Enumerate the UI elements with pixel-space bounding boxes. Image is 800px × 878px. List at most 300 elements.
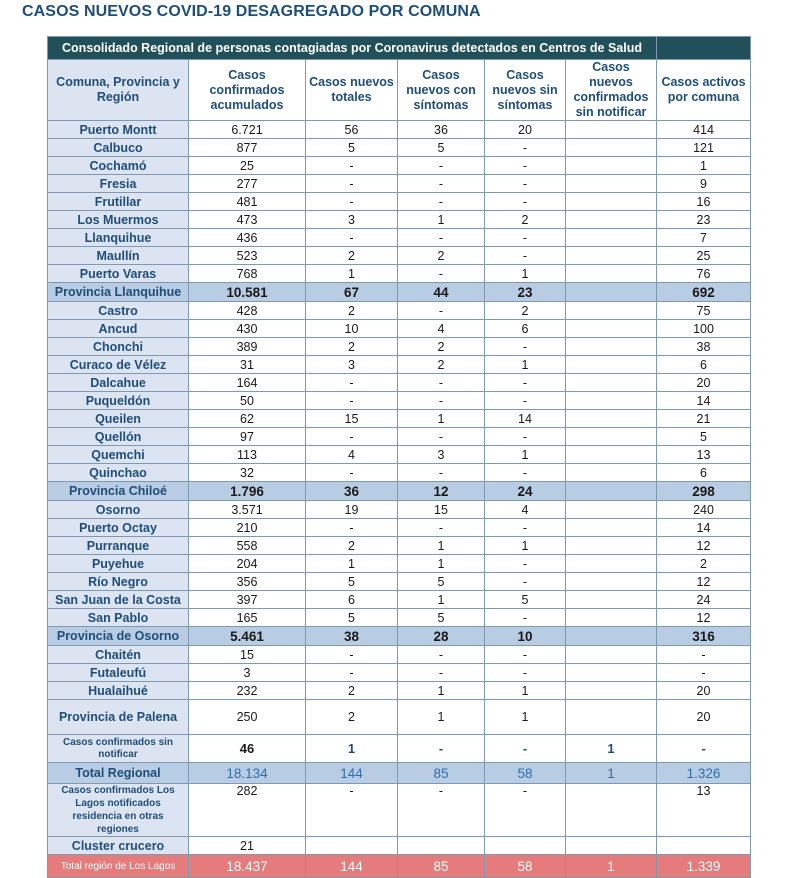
new-unnotified-cell [566, 428, 657, 446]
table-row [48, 763, 751, 784]
active-cell: 20 [657, 374, 751, 392]
active-cell: 14 [657, 519, 751, 537]
accumulated-cell: 232 [189, 682, 306, 700]
active-cell: - [657, 646, 751, 664]
new-asymptomatic-cell: 2 [485, 302, 566, 320]
active-cell: 7 [657, 229, 751, 247]
table-row [48, 283, 751, 302]
new-unnotified-cell [566, 410, 657, 428]
new-symptomatic-cell: 2 [398, 338, 485, 356]
new-symptomatic-cell: - [398, 229, 485, 247]
new-asymptomatic-cell: 1 [485, 700, 566, 735]
new-total-cell: 3 [306, 211, 398, 229]
table-row [48, 265, 751, 283]
accumulated-cell: 282 [189, 784, 306, 837]
active-cell: 76 [657, 265, 751, 283]
new-symptomatic-cell: 28 [398, 627, 485, 646]
new-unnotified-cell [566, 392, 657, 410]
new-total-cell: - [306, 392, 398, 410]
row-label: Puerto Varas [48, 265, 189, 283]
new-asymptomatic-cell: - [485, 735, 566, 763]
table-row [48, 573, 751, 591]
active-cell: 692 [657, 283, 751, 302]
row-label: Curaco de Vélez [48, 356, 189, 374]
new-symptomatic-cell: - [398, 428, 485, 446]
new-total-cell: 1 [306, 265, 398, 283]
accumulated-cell: 164 [189, 374, 306, 392]
new-symptomatic-cell: 85 [398, 855, 485, 878]
new-unnotified-cell [566, 501, 657, 519]
new-total-cell: 2 [306, 700, 398, 735]
row-label: Purranque [48, 537, 189, 555]
new-asymptomatic-cell: 1 [485, 265, 566, 283]
new-total-cell: 19 [306, 501, 398, 519]
new-asymptomatic-cell: 4 [485, 501, 566, 519]
accumulated-cell: 210 [189, 519, 306, 537]
table-row [48, 537, 751, 555]
active-cell: 6 [657, 464, 751, 482]
accumulated-cell: 50 [189, 392, 306, 410]
new-total-cell: - [306, 784, 398, 837]
new-total-cell: 2 [306, 537, 398, 555]
row-label: Castro [48, 302, 189, 320]
new-asymptomatic-cell: - [485, 784, 566, 837]
new-symptomatic-cell: 1 [398, 410, 485, 428]
new-total-cell: 1 [306, 555, 398, 573]
active-cell: 1.326 [657, 763, 751, 784]
new-unnotified-cell [566, 374, 657, 392]
active-cell: 12 [657, 573, 751, 591]
active-cell: 38 [657, 338, 751, 356]
row-label: Chonchi [48, 338, 189, 356]
new-total-cell: - [306, 193, 398, 211]
new-asymptomatic-cell: 23 [485, 283, 566, 302]
new-symptomatic-cell: 5 [398, 573, 485, 591]
row-label: Casos confirmados Los Lagos notificados residencia en otras regiones [48, 784, 189, 837]
accumulated-cell: 113 [189, 446, 306, 464]
header-new-symptomatic: Casos nuevos con síntomas [398, 60, 485, 121]
new-asymptomatic-cell: - [485, 392, 566, 410]
accumulated-cell: 46 [189, 735, 306, 763]
active-cell: 316 [657, 627, 751, 646]
row-label: Maullín [48, 247, 189, 265]
new-asymptomatic-cell: 1 [485, 446, 566, 464]
new-unnotified-cell [566, 573, 657, 591]
new-symptomatic-cell: 36 [398, 121, 485, 139]
new-unnotified-cell [566, 784, 657, 837]
table-row [48, 664, 751, 682]
accumulated-cell: 428 [189, 302, 306, 320]
accumulated-cell: 523 [189, 247, 306, 265]
new-asymptomatic-cell: - [485, 157, 566, 175]
accumulated-cell: 25 [189, 157, 306, 175]
new-total-cell: - [306, 519, 398, 537]
new-unnotified-cell [566, 682, 657, 700]
row-label: San Juan de la Costa [48, 591, 189, 609]
new-unnotified-cell [566, 265, 657, 283]
accumulated-cell: 558 [189, 537, 306, 555]
row-label: Fresia [48, 175, 189, 193]
header-new-total: Casos nuevos totales [306, 60, 398, 121]
covid-cases-table [47, 36, 751, 878]
active-cell: 12 [657, 537, 751, 555]
new-asymptomatic-cell: 58 [485, 855, 566, 878]
accumulated-cell: 397 [189, 591, 306, 609]
row-label: Quellón [48, 428, 189, 446]
new-unnotified-cell [566, 175, 657, 193]
header-new-asymptomatic: Casos nuevos sin síntomas [485, 60, 566, 121]
table-row [48, 338, 751, 356]
new-unnotified-cell: 1 [566, 763, 657, 784]
row-label: Ancud [48, 320, 189, 338]
new-asymptomatic-cell: - [485, 664, 566, 682]
new-asymptomatic-cell: - [485, 428, 566, 446]
active-cell: 6 [657, 356, 751, 374]
row-label: Puerto Montt [48, 121, 189, 139]
row-label: Puerto Octay [48, 519, 189, 537]
row-label: Provincia de Palena [48, 700, 189, 735]
accumulated-cell: 1.796 [189, 482, 306, 501]
table-row [48, 446, 751, 464]
new-symptomatic-cell: 3 [398, 446, 485, 464]
new-symptomatic-cell: - [398, 664, 485, 682]
new-unnotified-cell [566, 193, 657, 211]
active-cell: 13 [657, 446, 751, 464]
active-cell: 1 [657, 157, 751, 175]
table-row [48, 627, 751, 646]
new-asymptomatic-cell: - [485, 247, 566, 265]
table-row [48, 482, 751, 501]
new-unnotified-cell [566, 320, 657, 338]
new-total-cell: - [306, 464, 398, 482]
row-label: Calbuco [48, 139, 189, 157]
caption-spacer [657, 37, 751, 60]
new-unnotified-cell [566, 139, 657, 157]
row-label: Dalcahue [48, 374, 189, 392]
table-row [48, 519, 751, 537]
accumulated-cell: 97 [189, 428, 306, 446]
new-unnotified-cell [566, 283, 657, 302]
table-row [48, 392, 751, 410]
new-unnotified-cell [566, 446, 657, 464]
row-label: Llanquihue [48, 229, 189, 247]
new-unnotified-cell [566, 537, 657, 555]
row-label: Los Muermos [48, 211, 189, 229]
active-cell: 5 [657, 428, 751, 446]
table-row [48, 700, 751, 735]
new-unnotified-cell [566, 700, 657, 735]
new-asymptomatic-cell: 6 [485, 320, 566, 338]
active-cell: 23 [657, 211, 751, 229]
table-caption-row [48, 37, 751, 60]
new-symptomatic-cell: - [398, 302, 485, 320]
new-asymptomatic-cell: - [485, 555, 566, 573]
new-unnotified-cell [566, 627, 657, 646]
new-asymptomatic-cell: 10 [485, 627, 566, 646]
new-total-cell: 10 [306, 320, 398, 338]
accumulated-cell: 32 [189, 464, 306, 482]
active-cell: 240 [657, 501, 751, 519]
active-cell: 2 [657, 555, 751, 573]
table-row [48, 837, 751, 855]
accumulated-cell: 10.581 [189, 283, 306, 302]
new-total-cell: 5 [306, 609, 398, 627]
new-total-cell: - [306, 229, 398, 247]
new-asymptomatic-cell: 58 [485, 763, 566, 784]
table-row [48, 320, 751, 338]
active-cell: 16 [657, 193, 751, 211]
new-unnotified-cell [566, 519, 657, 537]
new-symptomatic-cell: 2 [398, 356, 485, 374]
accumulated-cell: 389 [189, 338, 306, 356]
active-cell: 12 [657, 609, 751, 627]
new-total-cell: - [306, 175, 398, 193]
active-cell: 298 [657, 482, 751, 501]
page-title: CASOS NUEVOS COVID-19 DESAGREGADO POR COMUNA [22, 3, 481, 20]
new-asymptomatic-cell: - [485, 573, 566, 591]
new-symptomatic-cell: 44 [398, 283, 485, 302]
active-cell: 1.339 [657, 855, 751, 878]
new-asymptomatic-cell: - [485, 338, 566, 356]
table-row [48, 211, 751, 229]
accumulated-cell: 436 [189, 229, 306, 247]
new-unnotified-cell [566, 229, 657, 247]
new-unnotified-cell [566, 121, 657, 139]
table-row [48, 464, 751, 482]
row-label: Futaleufú [48, 664, 189, 682]
new-total-cell: 4 [306, 446, 398, 464]
new-total-cell: 67 [306, 283, 398, 302]
new-symptomatic-cell: - [398, 735, 485, 763]
new-asymptomatic-cell: - [485, 646, 566, 664]
table-header-row [48, 60, 751, 121]
active-cell: 121 [657, 139, 751, 157]
new-symptomatic-cell: 1 [398, 682, 485, 700]
new-total-cell: 5 [306, 573, 398, 591]
accumulated-cell: 877 [189, 139, 306, 157]
new-symptomatic-cell: 5 [398, 139, 485, 157]
new-total-cell: 2 [306, 247, 398, 265]
new-total-cell: - [306, 428, 398, 446]
table-row [48, 229, 751, 247]
accumulated-cell: 62 [189, 410, 306, 428]
active-cell: 14 [657, 392, 751, 410]
new-unnotified-cell [566, 555, 657, 573]
new-total-cell: 38 [306, 627, 398, 646]
row-label: Total región de Los Lagos [48, 855, 189, 878]
new-symptomatic-cell: - [398, 265, 485, 283]
accumulated-cell: 430 [189, 320, 306, 338]
new-total-cell: - [306, 157, 398, 175]
accumulated-cell: 18.437 [189, 855, 306, 878]
table-row [48, 157, 751, 175]
row-label: Osorno [48, 501, 189, 519]
row-label: San Pablo [48, 609, 189, 627]
header-accumulated: Casos confirmados acumulados [189, 60, 306, 121]
new-asymptomatic-cell: 1 [485, 682, 566, 700]
row-label: Total Regional [48, 763, 189, 784]
accumulated-cell: 3.571 [189, 501, 306, 519]
header-new-unnotified: Casos nuevos confirmados sin notificar [566, 60, 657, 121]
new-asymptomatic-cell: 24 [485, 482, 566, 501]
new-symptomatic-cell: 5 [398, 609, 485, 627]
new-asymptomatic-cell: - [485, 374, 566, 392]
new-symptomatic-cell: 85 [398, 763, 485, 784]
row-label: Cochamó [48, 157, 189, 175]
new-total-cell: 6 [306, 591, 398, 609]
new-symptomatic-cell: 15 [398, 501, 485, 519]
row-label: Río Negro [48, 573, 189, 591]
new-asymptomatic-cell: 20 [485, 121, 566, 139]
row-label: Puqueldón [48, 392, 189, 410]
new-total-cell: 2 [306, 338, 398, 356]
new-total-cell: 56 [306, 121, 398, 139]
table-row [48, 784, 751, 837]
active-cell: 100 [657, 320, 751, 338]
table-row [48, 609, 751, 627]
table-row [48, 193, 751, 211]
new-asymptomatic-cell: - [485, 519, 566, 537]
new-symptomatic-cell: - [398, 646, 485, 664]
table-row [48, 855, 751, 878]
row-label: Provincia Llanquihue [48, 283, 189, 302]
table-row [48, 139, 751, 157]
active-cell: - [657, 664, 751, 682]
new-total-cell: - [306, 664, 398, 682]
accumulated-cell: 277 [189, 175, 306, 193]
header-commune: Comuna, Provincia y Región [48, 60, 189, 121]
new-total-cell: 3 [306, 356, 398, 374]
new-total-cell: - [306, 374, 398, 392]
new-unnotified-cell [566, 482, 657, 501]
new-symptomatic-cell: 1 [398, 211, 485, 229]
new-asymptomatic-cell: - [485, 464, 566, 482]
active-cell [657, 837, 751, 855]
active-cell: 21 [657, 410, 751, 428]
active-cell: 20 [657, 700, 751, 735]
active-cell: 25 [657, 247, 751, 265]
row-label: Casos confirmados sin notificar [48, 735, 189, 763]
new-asymptomatic-cell: 5 [485, 591, 566, 609]
new-symptomatic-cell: 1 [398, 537, 485, 555]
active-cell: 13 [657, 784, 751, 837]
active-cell: 9 [657, 175, 751, 193]
table-row [48, 302, 751, 320]
table-row [48, 356, 751, 374]
accumulated-cell: 15 [189, 646, 306, 664]
new-symptomatic-cell: 2 [398, 247, 485, 265]
header-active: Casos activos por comuna [657, 60, 751, 121]
new-unnotified-cell: 1 [566, 855, 657, 878]
new-total-cell: 5 [306, 139, 398, 157]
row-label: Puyehue [48, 555, 189, 573]
new-total-cell: 2 [306, 682, 398, 700]
new-symptomatic-cell: - [398, 157, 485, 175]
new-unnotified-cell [566, 211, 657, 229]
new-symptomatic-cell: - [398, 374, 485, 392]
accumulated-cell: 356 [189, 573, 306, 591]
row-label: Quemchi [48, 446, 189, 464]
accumulated-cell: 6.721 [189, 121, 306, 139]
active-cell: 414 [657, 121, 751, 139]
new-symptomatic-cell: 1 [398, 700, 485, 735]
new-asymptomatic-cell: - [485, 139, 566, 157]
accumulated-cell: 165 [189, 609, 306, 627]
new-asymptomatic-cell: 1 [485, 537, 566, 555]
new-unnotified-cell [566, 302, 657, 320]
row-label: Quinchao [48, 464, 189, 482]
table-row [48, 410, 751, 428]
new-asymptomatic-cell: - [485, 609, 566, 627]
accumulated-cell: 3 [189, 664, 306, 682]
new-total-cell: 144 [306, 763, 398, 784]
new-asymptomatic-cell [485, 837, 566, 855]
new-total-cell: 15 [306, 410, 398, 428]
new-symptomatic-cell: - [398, 519, 485, 537]
table-row [48, 247, 751, 265]
row-label: Frutillar [48, 193, 189, 211]
new-unnotified-cell [566, 247, 657, 265]
active-cell: 24 [657, 591, 751, 609]
row-label: Hualaihué [48, 682, 189, 700]
new-symptomatic-cell: 1 [398, 591, 485, 609]
active-cell: 75 [657, 302, 751, 320]
new-unnotified-cell [566, 356, 657, 374]
new-asymptomatic-cell: 14 [485, 410, 566, 428]
row-label: Provincia Chiloé [48, 482, 189, 501]
new-total-cell: 1 [306, 735, 398, 763]
row-label: Queilen [48, 410, 189, 428]
table-row [48, 121, 751, 139]
accumulated-cell: 250 [189, 700, 306, 735]
new-symptomatic-cell: - [398, 784, 485, 837]
accumulated-cell: 21 [189, 837, 306, 855]
new-total-cell: 2 [306, 302, 398, 320]
new-unnotified-cell [566, 591, 657, 609]
table-row [48, 682, 751, 700]
new-asymptomatic-cell: 2 [485, 211, 566, 229]
row-label: Chaitén [48, 646, 189, 664]
new-symptomatic-cell: - [398, 193, 485, 211]
table-row [48, 175, 751, 193]
new-asymptomatic-cell: - [485, 193, 566, 211]
new-asymptomatic-cell: 1 [485, 356, 566, 374]
new-symptomatic-cell: - [398, 464, 485, 482]
new-symptomatic-cell: 1 [398, 555, 485, 573]
accumulated-cell: 768 [189, 265, 306, 283]
new-asymptomatic-cell: - [485, 175, 566, 193]
accumulated-cell: 18.134 [189, 763, 306, 784]
accumulated-cell: 204 [189, 555, 306, 573]
new-unnotified-cell [566, 157, 657, 175]
new-total-cell [306, 837, 398, 855]
new-unnotified-cell: 1 [566, 735, 657, 763]
new-unnotified-cell [566, 664, 657, 682]
table-row [48, 374, 751, 392]
new-unnotified-cell [566, 837, 657, 855]
active-cell: 20 [657, 682, 751, 700]
accumulated-cell: 473 [189, 211, 306, 229]
new-total-cell: - [306, 646, 398, 664]
new-unnotified-cell [566, 338, 657, 356]
new-unnotified-cell [566, 464, 657, 482]
new-symptomatic-cell: - [398, 392, 485, 410]
table-row [48, 428, 751, 446]
new-symptomatic-cell: - [398, 175, 485, 193]
table-row [48, 501, 751, 519]
new-total-cell: 36 [306, 482, 398, 501]
row-label: Cluster crucero [48, 837, 189, 855]
